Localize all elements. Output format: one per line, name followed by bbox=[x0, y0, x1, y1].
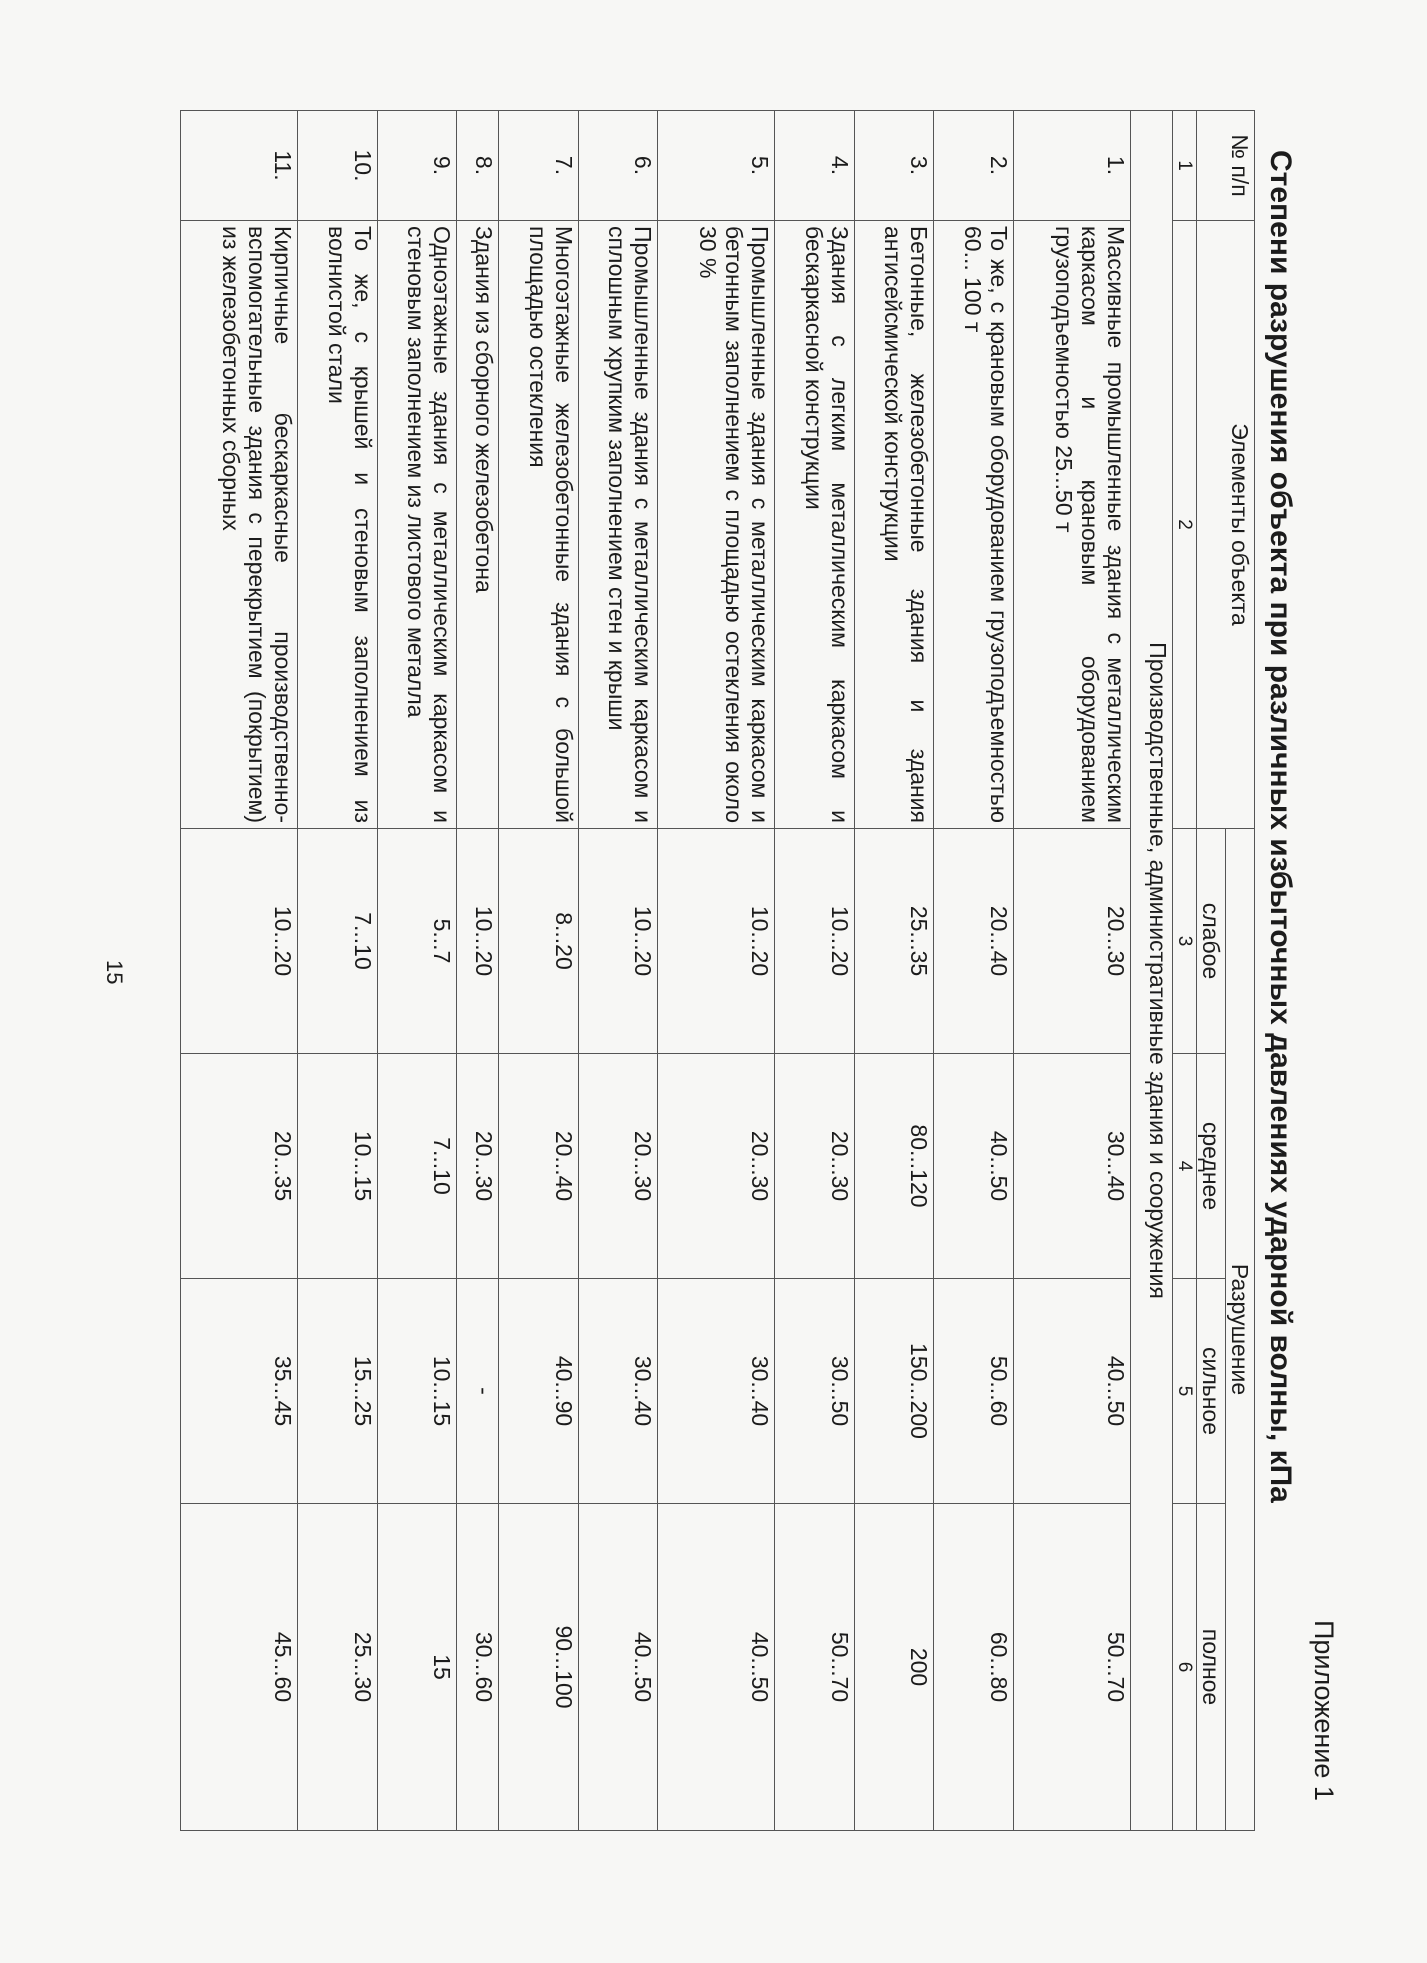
value-strong: - bbox=[457, 1279, 499, 1504]
column-number: 2 bbox=[1172, 221, 1196, 829]
value-medium: 20...30 bbox=[578, 1054, 657, 1279]
header-full: полное bbox=[1197, 1504, 1226, 1831]
table-row bbox=[775, 111, 854, 1831]
value-medium: 80...120 bbox=[854, 1054, 933, 1279]
table-row bbox=[377, 111, 456, 1831]
value-weak: 20...40 bbox=[934, 829, 1013, 1054]
table-row bbox=[1013, 111, 1130, 1831]
value-weak: 10...20 bbox=[181, 829, 298, 1054]
value-weak: 5...7 bbox=[377, 829, 456, 1054]
value-full: 30...60 bbox=[457, 1504, 499, 1831]
value-strong: 10...15 bbox=[377, 1279, 456, 1504]
value-medium: 20...35 bbox=[181, 1054, 298, 1279]
header-elements: Элементы объекта bbox=[1197, 221, 1255, 829]
row-element: Одноэтажные здания с металлическим каркасом и стеновым заполнением из листового металла bbox=[377, 221, 456, 829]
value-full: 40...50 bbox=[578, 1504, 657, 1831]
row-element: Промышленные здания с металлическим каркасом и сплошным хрупким заполнением стен и крыши bbox=[578, 221, 657, 829]
row-element: То же, с крышей и стеновым заполнением из волнистой стали bbox=[298, 221, 377, 829]
row-element: То же, с крановым оборудованием грузоподъемностью 60... 100 т bbox=[934, 221, 1013, 829]
row-number: 1. bbox=[1013, 111, 1130, 221]
header-strong: сильное bbox=[1197, 1279, 1226, 1504]
table-row bbox=[181, 111, 298, 1831]
value-weak: 8...20 bbox=[499, 829, 578, 1054]
row-number: 11. bbox=[181, 111, 298, 221]
value-weak: 25...35 bbox=[854, 829, 933, 1054]
value-full: 50...70 bbox=[1013, 1504, 1130, 1831]
table-row bbox=[854, 111, 933, 1831]
value-weak: 10...20 bbox=[578, 829, 657, 1054]
value-strong: 35...45 bbox=[181, 1279, 298, 1504]
table-row bbox=[934, 111, 1013, 1831]
value-full: 25...30 bbox=[298, 1504, 377, 1831]
table-row bbox=[658, 111, 775, 1831]
row-element: Массивные промышленные здания с металлическим каркасом и крановым оборудованием грузоподъемностью 25...50 т bbox=[1013, 221, 1130, 829]
page-title: Степени разрушения объекта при различных избыточных давлениях ударной волны, кПа bbox=[1264, 150, 1297, 1503]
value-full: 45...60 bbox=[181, 1504, 298, 1831]
row-number: 8. bbox=[457, 111, 499, 221]
section-title: Производственные, административные здания и сооружения bbox=[1130, 111, 1172, 1831]
value-full: 50...70 bbox=[775, 1504, 854, 1831]
column-numbers-row bbox=[1172, 111, 1196, 1831]
value-strong: 15...25 bbox=[298, 1279, 377, 1504]
table-row bbox=[499, 111, 578, 1831]
value-medium: 7...10 bbox=[377, 1054, 456, 1279]
row-number: 7. bbox=[499, 111, 578, 221]
value-weak: 10...20 bbox=[775, 829, 854, 1054]
value-medium: 20...30 bbox=[658, 1054, 775, 1279]
header-num: № п/п bbox=[1197, 111, 1255, 221]
row-number: 10. bbox=[298, 111, 377, 221]
value-full: 200 bbox=[854, 1504, 933, 1831]
value-medium: 20...30 bbox=[457, 1054, 499, 1279]
value-weak: 10...20 bbox=[658, 829, 775, 1054]
header-weak: слабое bbox=[1197, 829, 1226, 1054]
value-strong: 150...200 bbox=[854, 1279, 933, 1504]
row-element: Здания из сборного железобетона bbox=[457, 221, 499, 829]
row-number: 5. bbox=[658, 111, 775, 221]
table-row bbox=[457, 111, 499, 1831]
row-element: Кирпичные бескаркасные производственно-вспомогательные здания с перекрытием (покрытием) из железобетонных сборных bbox=[181, 221, 298, 829]
row-element: Здания с легким металлическим каркасом и бескаркасной конструкции bbox=[775, 221, 854, 829]
appendix-label: Приложение 1 bbox=[1309, 1620, 1339, 1801]
value-strong: 30...50 bbox=[775, 1279, 854, 1504]
damage-table bbox=[180, 110, 1255, 1831]
row-element: Бетонные, железобетонные здания и здания антисейсмической конструкции bbox=[854, 221, 933, 829]
value-full: 40...50 bbox=[658, 1504, 775, 1831]
column-number: 5 bbox=[1172, 1279, 1196, 1504]
value-weak: 20...30 bbox=[1013, 829, 1130, 1054]
value-strong: 50...60 bbox=[934, 1279, 1013, 1504]
row-number: 4. bbox=[775, 111, 854, 221]
column-number: 6 bbox=[1172, 1504, 1196, 1831]
value-strong: 30...40 bbox=[658, 1279, 775, 1504]
value-strong: 40...50 bbox=[1013, 1279, 1130, 1504]
column-number: 4 bbox=[1172, 1054, 1196, 1279]
row-number: 2. bbox=[934, 111, 1013, 221]
value-full: 90...100 bbox=[499, 1504, 578, 1831]
header-medium: среднее bbox=[1197, 1054, 1226, 1279]
value-medium: 10...15 bbox=[298, 1054, 377, 1279]
column-number: 1 bbox=[1172, 111, 1196, 221]
table-row bbox=[578, 111, 657, 1831]
value-full: 60...80 bbox=[934, 1504, 1013, 1831]
value-medium: 30...40 bbox=[1013, 1054, 1130, 1279]
header-row-1 bbox=[1226, 111, 1255, 1831]
row-element: Промышленные здания с металлическим каркасом и бетонным заполнением с площадью остекления около 30 % bbox=[658, 221, 775, 829]
value-strong: 30...40 bbox=[578, 1279, 657, 1504]
header-damage-group: Разрушение bbox=[1226, 829, 1255, 1831]
value-weak: 7...10 bbox=[298, 829, 377, 1054]
row-number: 3. bbox=[854, 111, 933, 221]
section-row bbox=[1130, 111, 1172, 1831]
value-full: 15 bbox=[377, 1504, 456, 1831]
value-medium: 40...50 bbox=[934, 1054, 1013, 1279]
column-number: 3 bbox=[1172, 829, 1196, 1054]
value-strong: 40...90 bbox=[499, 1279, 578, 1504]
value-medium: 20...40 bbox=[499, 1054, 578, 1279]
row-number: 6. bbox=[578, 111, 657, 221]
value-medium: 20...30 bbox=[775, 1054, 854, 1279]
row-element: Многоэтажные железобетонные здания с большой площадью остекления bbox=[499, 221, 578, 829]
value-weak: 10...20 bbox=[457, 829, 499, 1054]
table-row bbox=[298, 111, 377, 1831]
page-number: 15 bbox=[102, 960, 127, 985]
row-number: 9. bbox=[377, 111, 456, 221]
